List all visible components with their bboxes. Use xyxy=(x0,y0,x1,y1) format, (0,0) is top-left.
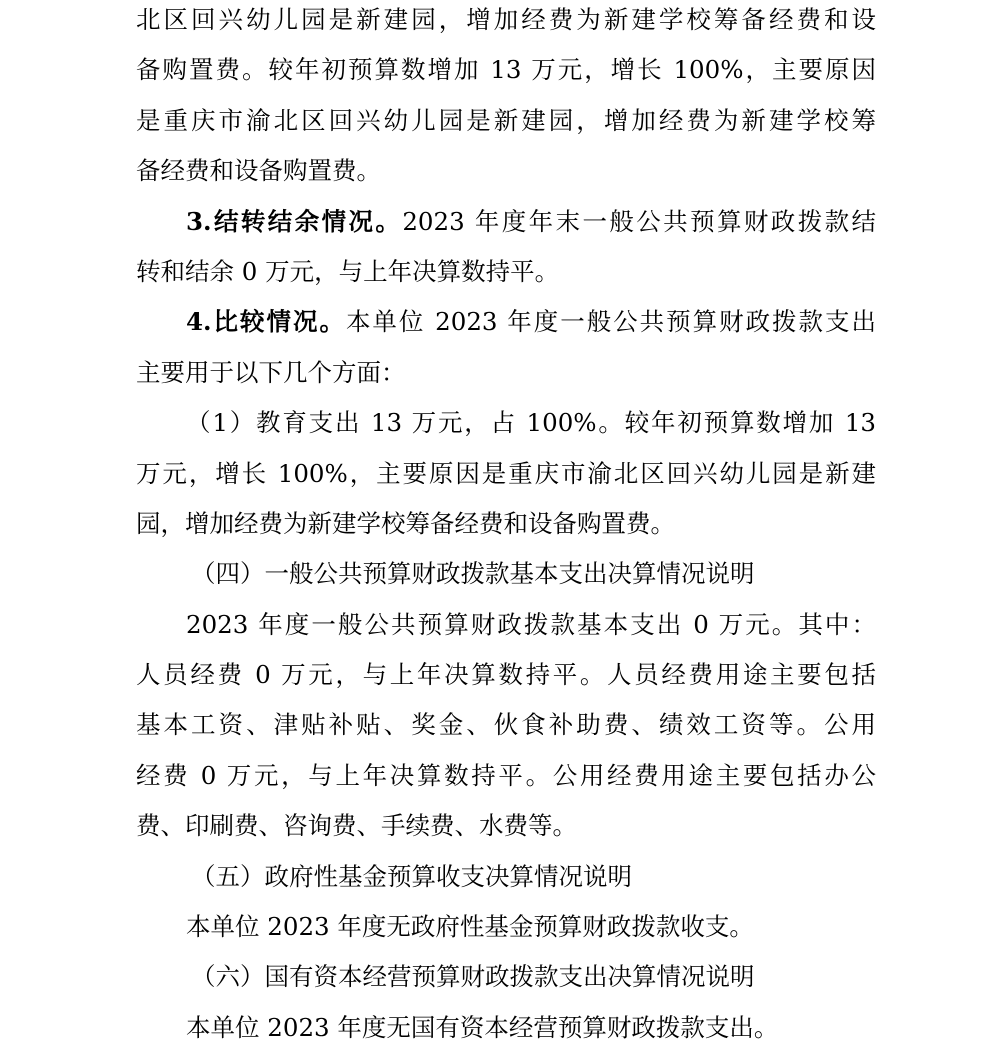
section-heading-6: （六）国有资本经营预算财政拨款支出决算情况说明 xyxy=(191,962,755,992)
paragraph-line xyxy=(136,297,876,347)
paragraph-line: 主要用于以下几个方面： xyxy=(136,357,406,387)
paragraph-line: 基本工资、津贴补贴、奖金、伙食补助费、绩效工资等。公用 xyxy=(136,710,876,740)
paragraph-line: 园，增加经费为新建学校筹备经费和设备购置费。 xyxy=(136,508,675,538)
paragraph-line: 万元，增长 100%，主要原因是重庆市渝北区回兴幼儿园是新建 xyxy=(136,458,876,488)
paragraph-line: 备经费和设备购置费。 xyxy=(136,156,381,186)
section-heading-5: （五）政府性基金预算收支决算情况说明 xyxy=(191,861,632,891)
paragraph-line: 2023 年度一般公共预算财政拨款基本支出 0 万元。其中： xyxy=(186,609,876,639)
paragraph-line: 备购置费。较年初预算数增加 13 万元，增长 100%，主要原因 xyxy=(136,55,876,85)
subheading-carryover: 3.结转结余情况。 xyxy=(186,206,403,236)
paragraph-line: 北区回兴幼儿园是新建园，增加经费为新建学校筹备经费和设 xyxy=(136,5,876,34)
paragraph-text: 本单位 2023 年度一般公共预算财政拨款支出 xyxy=(345,307,876,337)
paragraph-line: 费、印刷费、咨询费、手续费、水费等。 xyxy=(136,811,577,841)
paragraph-line: 转和结余 0 万元，与上年决算数持平。 xyxy=(136,256,560,286)
paragraph-line: 本单位 2023 年度无政府性基金预算财政拨款收支。 xyxy=(186,912,754,942)
paragraph-line: （1）教育支出 13 万元，占 100%。较年初预算数增加 13 xyxy=(186,408,876,438)
section-heading-4: （四）一般公共预算财政拨款基本支出决算情况说明 xyxy=(191,559,755,589)
paragraph-line xyxy=(136,197,876,247)
subheading-comparison: 4.比较情况。 xyxy=(186,307,346,337)
paragraph-line: 是重庆市渝北区回兴幼儿园是新建园，增加经费为新建学校筹 xyxy=(136,105,876,135)
document-page xyxy=(136,0,876,1053)
paragraph-text: 2023 年度年末一般公共预算财政拨款结 xyxy=(402,206,877,236)
paragraph-line: 本单位 2023 年度无国有资本经营预算财政拨款支出。 xyxy=(186,1012,779,1042)
paragraph-line: 人员经费 0 万元，与上年决算数持平。人员经费用途主要包括 xyxy=(136,660,876,690)
paragraph-line: 经费 0 万元，与上年决算数持平。公用经费用途主要包括办公 xyxy=(136,760,876,790)
